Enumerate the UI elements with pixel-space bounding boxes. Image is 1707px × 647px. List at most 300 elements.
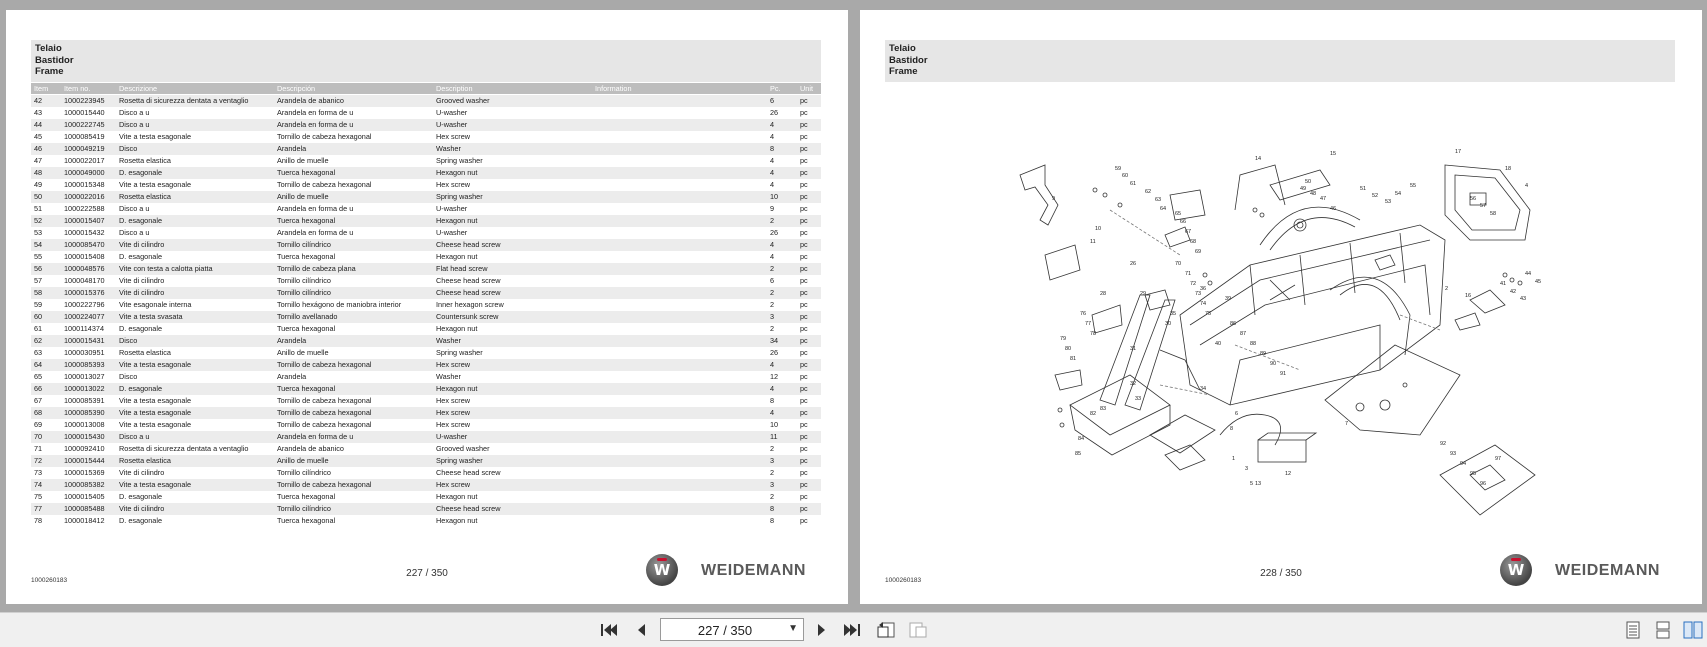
cell-item: 42: [34, 96, 43, 105]
cell-descripcion: Tuerca hexagonal: [277, 168, 336, 177]
callout-label: 52: [1372, 193, 1379, 199]
cell-item: 75: [34, 492, 43, 501]
callout-label: 1: [1232, 456, 1236, 462]
callout-label: 48: [1310, 191, 1317, 197]
cell-item-no: 1000049000: [64, 168, 105, 177]
cell-item: 56: [34, 264, 43, 273]
callout-label: 58: [1490, 211, 1497, 217]
back-view-icon[interactable]: [875, 619, 897, 641]
callout-label: 65: [1175, 211, 1182, 217]
callout-label: 15: [1330, 151, 1337, 157]
cell-description: Hex screw: [436, 396, 471, 405]
cell-description: Hexagon nut: [436, 516, 478, 525]
table-row: [31, 155, 821, 167]
cell-item: 59: [34, 300, 43, 309]
cell-description: Cheese head screw: [436, 504, 501, 513]
cell-description: Grooved washer: [436, 444, 490, 453]
cell-item: 69: [34, 420, 43, 429]
cell-item: 67: [34, 396, 43, 405]
cell-description: Washer: [436, 336, 461, 345]
chevron-down-icon[interactable]: ▼: [788, 623, 798, 634]
callout-label: 43: [1520, 296, 1527, 302]
cell-descrizione: Vite di cilindro: [119, 240, 165, 249]
callout-label: 78: [1090, 331, 1097, 337]
callout-label: 9: [1052, 196, 1056, 202]
cell-unit: pc: [800, 300, 808, 309]
callout-label: 74: [1200, 301, 1207, 307]
table-row: [31, 227, 821, 239]
cell-descrizione: D. esagonale: [119, 516, 163, 525]
cell-descrizione: Vite a testa esagonale: [119, 360, 192, 369]
cell-descripcion: Tornillo de cabeza hexagonal: [277, 408, 372, 417]
cell-description: Hexagon nut: [436, 492, 478, 501]
cell-pc: 9: [770, 204, 775, 213]
table-row: [31, 299, 821, 311]
cell-item-no: 1000049219: [64, 144, 105, 153]
cell-pc: 10: [770, 420, 779, 429]
cell-unit: pc: [800, 228, 808, 237]
cell-item-no: 1000015408: [64, 252, 105, 261]
cell-item: 45: [34, 132, 43, 141]
cell-item-no: 1000015431: [64, 336, 105, 345]
table-row: [31, 335, 821, 347]
cell-unit: pc: [800, 504, 808, 513]
cell-descrizione: D. esagonale: [119, 492, 163, 501]
callout-label: 7: [1345, 421, 1349, 427]
page-number: 228 / 350: [1260, 568, 1302, 579]
section-title-it: Telaio: [35, 43, 62, 54]
cell-descripcion: Tornillo cilíndrico: [277, 468, 331, 477]
cell-description: Hexagon nut: [436, 168, 478, 177]
callout-label: 13: [1255, 481, 1262, 487]
callout-label: 93: [1450, 451, 1457, 457]
brand-name: WEIDEMANN: [1555, 562, 1660, 579]
cell-descripcion: Arandela: [277, 144, 307, 153]
cell-descripcion: Tornillo cilíndrico: [277, 240, 331, 249]
section-title-it: Telaio: [889, 43, 916, 54]
cell-unit: pc: [800, 180, 808, 189]
cell-descripcion: Arandela: [277, 336, 307, 345]
cell-description: Grooved washer: [436, 96, 490, 105]
callout-label: 44: [1525, 271, 1532, 277]
callout-label: 79: [1060, 336, 1067, 342]
cell-descrizione: Vite a testa esagonale: [119, 408, 192, 417]
callout-label: 47: [1320, 196, 1327, 202]
cell-descrizione: Vite esagonale interna: [119, 300, 192, 309]
table-row: [31, 119, 821, 131]
table-row: [31, 215, 821, 227]
table-row: [31, 359, 821, 371]
cell-unit: pc: [800, 204, 808, 213]
table-row: [31, 467, 821, 479]
cell-descrizione: D. esagonale: [119, 168, 163, 177]
table-row: [31, 503, 821, 515]
callout-label: 69: [1195, 249, 1202, 255]
cell-item: 57: [34, 276, 43, 285]
cell-description: Spring washer: [436, 156, 483, 165]
cell-item-no: 1000022016: [64, 192, 105, 201]
page-selector[interactable]: [660, 618, 804, 641]
cell-item-no: 1000048576: [64, 264, 105, 273]
cell-descrizione: Vite di cilindro: [119, 468, 165, 477]
callout-label: 31: [1130, 346, 1137, 352]
callout-label: 26: [1130, 261, 1137, 267]
two-page-icon[interactable]: [1682, 619, 1704, 641]
cell-descrizione: Vite a testa esagonale: [119, 132, 192, 141]
cell-pc: 2: [770, 468, 775, 477]
cell-description: Cheese head screw: [436, 276, 501, 285]
cell-descrizione: Vite a testa svasata: [119, 312, 183, 321]
cell-pc: 4: [770, 120, 775, 129]
cell-pc: 4: [770, 132, 775, 141]
cell-description: Countersunk screw: [436, 312, 499, 321]
callout-label: 32: [1130, 381, 1137, 387]
callout-label: 70: [1175, 261, 1182, 267]
cell-pc: 2: [770, 300, 775, 309]
cell-unit: pc: [800, 216, 808, 225]
cell-descripcion: Tornillo de cabeza hexagonal: [277, 420, 372, 429]
cell-pc: 2: [770, 216, 775, 225]
callout-label: 49: [1300, 186, 1307, 192]
callout-label: 4: [1525, 183, 1529, 189]
cell-item-no: 1000222588: [64, 204, 105, 213]
cell-descrizione: Disco a u: [119, 204, 150, 213]
weidemann-logo: [646, 554, 826, 588]
cell-item-no: 1000085393: [64, 360, 105, 369]
section-title-es: Bastidor: [35, 54, 74, 66]
callout-label: 97: [1495, 456, 1502, 462]
cell-unit: pc: [800, 132, 808, 141]
cell-unit: pc: [800, 144, 808, 153]
callout-label: 62: [1145, 189, 1152, 195]
table-row: [31, 251, 821, 263]
cell-item: 77: [34, 504, 43, 513]
cell-item-no: 1000085488: [64, 504, 105, 513]
table-row: [31, 263, 821, 275]
cell-descripcion: Anillo de muelle: [277, 192, 329, 201]
cell-item-no: 1000048170: [64, 276, 105, 285]
table-row: [31, 311, 821, 323]
cell-item-no: 1000114374: [64, 324, 105, 333]
callout-label: 55: [1410, 183, 1417, 189]
cell-description: Cheese head screw: [436, 468, 501, 477]
cell-unit: pc: [800, 456, 808, 465]
cell-item-no: 1000085391: [64, 396, 105, 405]
cell-item: 44: [34, 120, 43, 129]
cell-descripcion: Tuerca hexagonal: [277, 384, 336, 393]
cell-descripcion: Tornillo avellanado: [277, 312, 338, 321]
cell-descripcion: Tuerca hexagonal: [277, 516, 336, 525]
table-row: [31, 371, 821, 383]
cell-item-no: 1000015369: [64, 468, 105, 477]
table-row: [31, 239, 821, 251]
col-descrizione: Descrizione: [119, 84, 158, 93]
callout-label: 61: [1130, 181, 1137, 187]
cell-unit: pc: [800, 252, 808, 261]
cell-pc: 12: [770, 372, 779, 381]
callout-label: 75: [1205, 311, 1212, 317]
cell-item: 55: [34, 252, 43, 261]
cell-item-no: 1000222745: [64, 120, 105, 129]
cell-item-no: 1000018412: [64, 516, 105, 525]
cell-description: Cheese head screw: [436, 240, 501, 249]
cell-pc: 26: [770, 108, 779, 117]
single-page-icon[interactable]: [1622, 619, 1644, 641]
callout-label: 34: [1200, 386, 1207, 392]
callout-label: 18: [1505, 166, 1512, 172]
cell-unit: pc: [800, 156, 808, 165]
cell-unit: pc: [800, 384, 808, 393]
cell-item: 70: [34, 432, 43, 441]
cell-descripcion: Arandela en forma de u: [277, 204, 354, 213]
callout-label: 2: [1445, 286, 1449, 292]
callout-label: 95: [1470, 471, 1477, 477]
callout-label: 53: [1385, 199, 1392, 205]
callout-label: 14: [1255, 156, 1262, 162]
callout-label: 50: [1305, 179, 1312, 185]
doc-id: 1000260183: [31, 577, 68, 584]
callout-label: 73: [1195, 291, 1202, 297]
continuous-icon[interactable]: [1652, 619, 1674, 641]
cell-pc: 4: [770, 360, 775, 369]
cell-description: U-washer: [436, 432, 468, 441]
cell-item-no: 1000013008: [64, 420, 105, 429]
cell-descrizione: Disco a u: [119, 228, 150, 237]
table-row: [31, 431, 821, 443]
viewer-toolbar: [0, 612, 1707, 647]
cell-descripcion: Arandela en forma de u: [277, 432, 354, 441]
cell-descrizione: Vite con testa a calotta piatta: [119, 264, 213, 273]
table-row: [31, 95, 821, 107]
cell-unit: pc: [800, 336, 808, 345]
parts-table: [31, 95, 821, 527]
cell-description: Inner hexagon screw: [436, 300, 504, 309]
table-row: [31, 203, 821, 215]
callout-label: 82: [1090, 411, 1097, 417]
cell-descrizione: Vite a testa esagonale: [119, 480, 192, 489]
callout-label: 68: [1190, 239, 1197, 245]
cell-pc: 4: [770, 240, 775, 249]
cell-pc: 10: [770, 192, 779, 201]
cell-item: 74: [34, 480, 43, 489]
cell-descrizione: Disco a u: [119, 108, 150, 117]
cell-unit: pc: [800, 276, 808, 285]
cell-pc: 8: [770, 144, 775, 153]
cell-descripcion: Arandela: [277, 372, 307, 381]
callout-label: 94: [1460, 461, 1467, 467]
callout-label: 5: [1250, 481, 1254, 487]
cell-descripcion: Arandela de abanico: [277, 96, 344, 105]
callout-label: 17: [1455, 149, 1462, 155]
cell-unit: pc: [800, 516, 808, 525]
cell-item: 52: [34, 216, 43, 225]
callout-label: 85: [1075, 451, 1082, 457]
cell-pc: 34: [770, 336, 779, 345]
cell-unit: pc: [800, 444, 808, 453]
cell-descrizione: Vite di cilindro: [119, 276, 165, 285]
cell-descripcion: Tornillo de cabeza plana: [277, 264, 356, 273]
table-row: [31, 443, 821, 455]
cell-item: 61: [34, 324, 43, 333]
cell-pc: 3: [770, 312, 775, 321]
cell-pc: 2: [770, 288, 775, 297]
cell-item-no: 1000015430: [64, 432, 105, 441]
cell-item: 54: [34, 240, 43, 249]
cell-description: Hex screw: [436, 132, 471, 141]
cell-unit: pc: [800, 432, 808, 441]
cell-pc: 8: [770, 516, 775, 525]
col-information: Information: [595, 84, 632, 93]
cell-descrizione: Disco a u: [119, 432, 150, 441]
cell-item: 43: [34, 108, 43, 117]
cell-item: 46: [34, 144, 43, 153]
callout-label: 36: [1200, 286, 1207, 292]
cell-item: 63: [34, 348, 43, 357]
table-row: [31, 491, 821, 503]
cell-unit: pc: [800, 360, 808, 369]
section-title-es: Bastidor: [889, 54, 928, 66]
cell-unit: pc: [800, 492, 808, 501]
next-page-icon[interactable]: [811, 619, 833, 641]
callout-label: 89: [1260, 351, 1267, 357]
cell-descrizione: Vite a testa esagonale: [119, 180, 192, 189]
cell-descripcion: Tornillo de cabeza hexagonal: [277, 180, 372, 189]
col-unit: Unit: [800, 84, 813, 93]
table-row: [31, 383, 821, 395]
cell-item-no: 1000085419: [64, 132, 105, 141]
cell-descrizione: Vite a testa esagonale: [119, 396, 192, 405]
callout-label: 76: [1080, 311, 1087, 317]
cell-pc: 8: [770, 396, 775, 405]
cell-item: 51: [34, 204, 43, 213]
cell-unit: pc: [800, 312, 808, 321]
table-row: [31, 347, 821, 359]
cell-item-no: 1000015444: [64, 456, 105, 465]
cell-description: U-washer: [436, 204, 468, 213]
cell-pc: 11: [770, 432, 778, 441]
cell-description: Hex screw: [436, 408, 471, 417]
callout-label: 87: [1240, 331, 1247, 337]
cell-item: 47: [34, 156, 43, 165]
callout-label: 81: [1070, 356, 1077, 362]
cell-description: Hex screw: [436, 480, 471, 489]
cell-descripcion: Tuerca hexagonal: [277, 252, 336, 261]
cell-item: 68: [34, 408, 43, 417]
callout-label: 40: [1215, 341, 1222, 347]
callout-label: 91: [1280, 371, 1287, 377]
section-header: [885, 40, 1675, 82]
brand-name: WEIDEMANN: [701, 562, 806, 579]
cell-item: 58: [34, 288, 43, 297]
frame-exploded-diagram: [1000, 115, 1560, 535]
cell-descrizione: D. esagonale: [119, 252, 163, 261]
callout-label: 10: [1095, 226, 1102, 232]
cell-descripcion: Tornillo de cabeza hexagonal: [277, 480, 372, 489]
last-page-icon[interactable]: [841, 619, 863, 641]
cell-descripcion: Arandela en forma de u: [277, 228, 354, 237]
cell-unit: pc: [800, 468, 808, 477]
cell-unit: pc: [800, 408, 808, 417]
callout-label: 63: [1155, 197, 1162, 203]
callout-label: 64: [1160, 206, 1167, 212]
cell-unit: pc: [800, 324, 808, 333]
cell-description: U-washer: [436, 228, 468, 237]
cell-item: 72: [34, 456, 43, 465]
cell-descrizione: Vite a testa esagonale: [119, 420, 192, 429]
cell-descripcion: Tornillo hexágono de maniobra interior: [277, 300, 402, 309]
cell-descrizione: Disco a u: [119, 120, 150, 129]
cell-descripcion: Tuerca hexagonal: [277, 492, 336, 501]
cell-item-no: 1000085382: [64, 480, 105, 489]
cell-pc: 2: [770, 324, 775, 333]
cell-description: U-washer: [436, 108, 468, 117]
cell-item-no: 1000085390: [64, 408, 105, 417]
callout-label: 86: [1230, 321, 1237, 327]
cell-unit: pc: [800, 168, 808, 177]
cell-description: Washer: [436, 372, 461, 381]
cell-descripcion: Tornillo cilíndrico: [277, 276, 331, 285]
cell-description: Cheese head screw: [436, 288, 501, 297]
col-pc: Pc.: [770, 84, 781, 93]
cell-item-no: 1000015440: [64, 108, 105, 117]
first-page-icon[interactable]: [598, 619, 620, 641]
cell-description: Hexagon nut: [436, 324, 478, 333]
callout-label: 16: [1465, 293, 1472, 299]
col-description: Description: [436, 84, 473, 93]
callout-label: 83: [1100, 406, 1107, 412]
cell-descrizione: D. esagonale: [119, 324, 163, 333]
cell-item: 48: [34, 168, 43, 177]
weidemann-mark-icon: W: [646, 554, 678, 586]
cell-description: Spring washer: [436, 192, 483, 201]
cell-description: Hex screw: [436, 420, 471, 429]
doc-id: 1000260183: [885, 577, 922, 584]
cell-descripcion: Tuerca hexagonal: [277, 216, 336, 225]
cell-descrizione: Vite di cilindro: [119, 288, 165, 297]
cell-description: Flat head screw: [436, 264, 488, 273]
callout-label: 30: [1165, 321, 1172, 327]
callout-label: 88: [1250, 341, 1257, 347]
cell-pc: 4: [770, 156, 775, 165]
cell-pc: 8: [770, 504, 775, 513]
page-number: 227 / 350: [406, 568, 448, 579]
cell-descripcion: Anillo de muelle: [277, 156, 329, 165]
table-row: [31, 323, 821, 335]
table-row: [31, 419, 821, 431]
cell-item-no: 1000015348: [64, 180, 105, 189]
cell-item-no: 1000013027: [64, 372, 105, 381]
cell-unit: pc: [800, 192, 808, 201]
cell-descripcion: Tornillo de cabeza hexagonal: [277, 396, 372, 405]
prev-page-icon[interactable]: [630, 619, 652, 641]
cell-item: 73: [34, 468, 43, 477]
section-header: [31, 40, 821, 82]
forward-view-icon[interactable]: [907, 619, 929, 641]
page-input[interactable]: [663, 621, 787, 640]
callout-label: 71: [1185, 271, 1192, 277]
cell-pc: 4: [770, 408, 775, 417]
table-row: [31, 275, 821, 287]
col-item: Item: [34, 84, 49, 93]
cell-description: Washer: [436, 144, 461, 153]
table-row: [31, 167, 821, 179]
cell-descripcion: Tornillo cilíndrico: [277, 288, 331, 297]
cell-descripcion: Tornillo de cabeza hexagonal: [277, 360, 372, 369]
cell-descripcion: Arandela de abanico: [277, 444, 344, 453]
cell-unit: pc: [800, 372, 808, 381]
cell-unit: pc: [800, 120, 808, 129]
weidemann-mark-icon: W: [1500, 554, 1532, 586]
